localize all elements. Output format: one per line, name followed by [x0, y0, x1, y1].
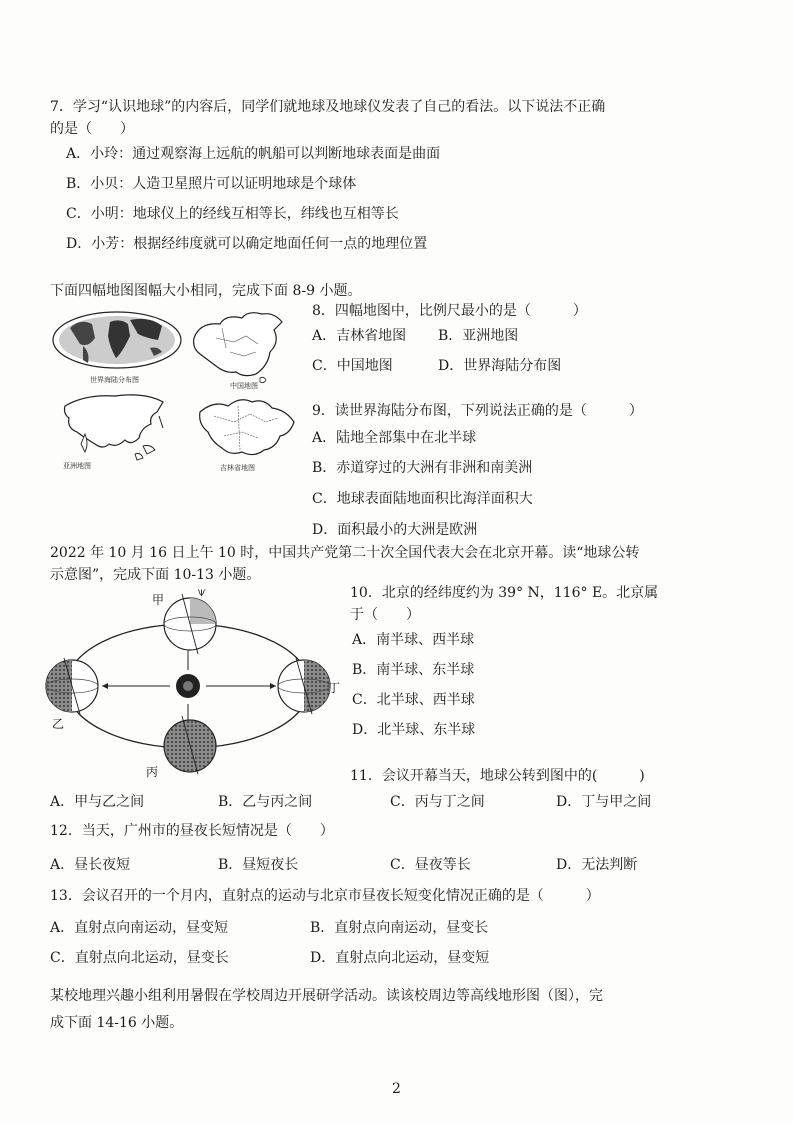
q11-stem: 11．会议开幕当天，地球公转到图中的( ) — [350, 768, 645, 784]
q7-option-a: A．小玲：通过观察海上远航的帆船可以判断地球表面是曲面 — [66, 146, 441, 162]
q9-option-b: B．赤道穿过的大洲有非洲和南美洲 — [312, 460, 533, 476]
world-map-figure — [50, 308, 185, 386]
q8-option-b: B．亚洲地图 — [438, 328, 519, 344]
jilin-map-illustration — [194, 392, 304, 477]
label-jia: 甲 — [152, 593, 165, 607]
q13-stem: 13．会议召开的一个月内，直射点的运动与北京市昼夜长短变化情况正确的是（ ） — [50, 888, 600, 904]
earth-position-yi — [46, 658, 98, 714]
intro-10-13-line2: 示意图”，完成下面 10-13 小题。 — [50, 567, 261, 583]
q7-option-b: B．小贝：人造卫星照片可以证明地球是个球体 — [66, 176, 357, 192]
earth-position-bing — [164, 716, 216, 774]
asia-map-illustration — [55, 388, 175, 473]
q8-option-c: C．中国地图 — [312, 358, 393, 374]
intro-8-9: 下面四幅地图图幅大小相同，完成下面 8-9 小题。 — [50, 283, 362, 299]
q7-stem-line1: 7．学习“认识地球”的内容后，同学们就地球及地球仪发表了自己的看法。以下说法不正确 — [50, 99, 606, 115]
asia-map-figure — [55, 388, 175, 473]
label-yi: 乙 — [52, 717, 65, 731]
q10-stem-line1: 10．北京的经纬度约为 39° N，116° E。北京属 — [350, 585, 659, 601]
intro-10-13-line1: 2022 年 10 月 16 日上午 10 时，中国共产党第二十次全国代表大会在北京开幕。读“地球公转 — [50, 545, 640, 561]
world-map-illustration — [50, 308, 185, 386]
q9-option-c: C．地球表面陆地面积比海洋面积大 — [312, 491, 533, 507]
q9-option-a: A．陆地全部集中在北半球 — [312, 430, 477, 446]
world-map-caption: 世界海陆分布图 — [90, 376, 139, 384]
earth-revolution-diagram — [42, 588, 342, 778]
q8-option-a: A．吉林省地图 — [312, 328, 407, 344]
jilin-map-caption: 吉林省地图 — [220, 464, 255, 472]
q11-option-d: D．丁与甲之间 — [556, 794, 652, 810]
orbit-svg — [42, 588, 342, 778]
earth-position-ding — [278, 658, 330, 714]
q10-option-a: A．南半球、西半球 — [352, 632, 475, 648]
q12-option-c: C．昼夜等长 — [390, 857, 471, 873]
intro-14-16-line1: 某校地理兴趣小组利用暑假在学校周边开展研学活动。读该校周边等高线地形图（图），完 — [50, 988, 603, 1004]
intro-14-16-line2: 成下面 14-16 小题。 — [50, 1015, 184, 1031]
q7-option-d: D．小芳：根据经纬度就可以确定地面任何一点的地理位置 — [66, 236, 428, 252]
q10-stem-line2: 于（ ） — [350, 607, 420, 623]
q8-stem: 8．四幅地图中，比例尺最小的是（ ） — [312, 303, 587, 319]
q10-option-b: B．南半球、东半球 — [352, 662, 475, 678]
q12-option-a: A．昼长夜短 — [50, 857, 131, 873]
svg-text:Ѱ: Ѱ — [198, 589, 206, 599]
q10-option-c: C．北半球、西半球 — [352, 692, 475, 708]
q13-option-d: D．直射点向北运动，昼变短 — [310, 950, 490, 966]
china-map-caption: 中国地图 — [230, 382, 258, 390]
q8-option-d: D．世界海陆分布图 — [438, 358, 562, 374]
asia-map-caption: 亚洲地图 — [63, 462, 91, 470]
label-bing: 丙 — [146, 765, 159, 778]
china-map-figure — [186, 308, 296, 393]
q13-option-b: B．直射点向南运动，昼变长 — [310, 920, 489, 936]
q12-stem: 12．当天，广州市的昼夜长短情况是（ ） — [50, 823, 334, 839]
q11-option-c: C．丙与丁之间 — [390, 794, 485, 810]
q11-option-a: A．甲与乙之间 — [50, 794, 145, 810]
page-number: 2 — [392, 1081, 401, 1097]
q7-option-c: C．小明：地球仪上的经线互相等长，纬线也互相等长 — [66, 206, 399, 222]
q10-option-d: D．北半球、东半球 — [352, 722, 476, 738]
q12-option-d: D．无法判断 — [556, 857, 638, 873]
q11-option-b: B．乙与丙之间 — [218, 794, 313, 810]
q13-option-a: A．直射点向南运动，昼变短 — [50, 920, 229, 936]
q13-option-c: C．直射点向北运动，昼变长 — [50, 950, 229, 966]
label-ding: 丁 — [328, 681, 341, 695]
q7-stem-line2: 的是（ ） — [50, 121, 134, 137]
q12-option-b: B．昼短夜长 — [218, 857, 299, 873]
q9-stem: 9．读世界海陆分布图，下列说法正确的是（ ） — [312, 403, 643, 419]
q9-option-d: D．面积最小的大洲是欧洲 — [312, 522, 478, 538]
jilin-map-figure — [194, 392, 304, 477]
china-map-illustration — [186, 308, 296, 393]
earth-position-jia — [164, 589, 216, 654]
